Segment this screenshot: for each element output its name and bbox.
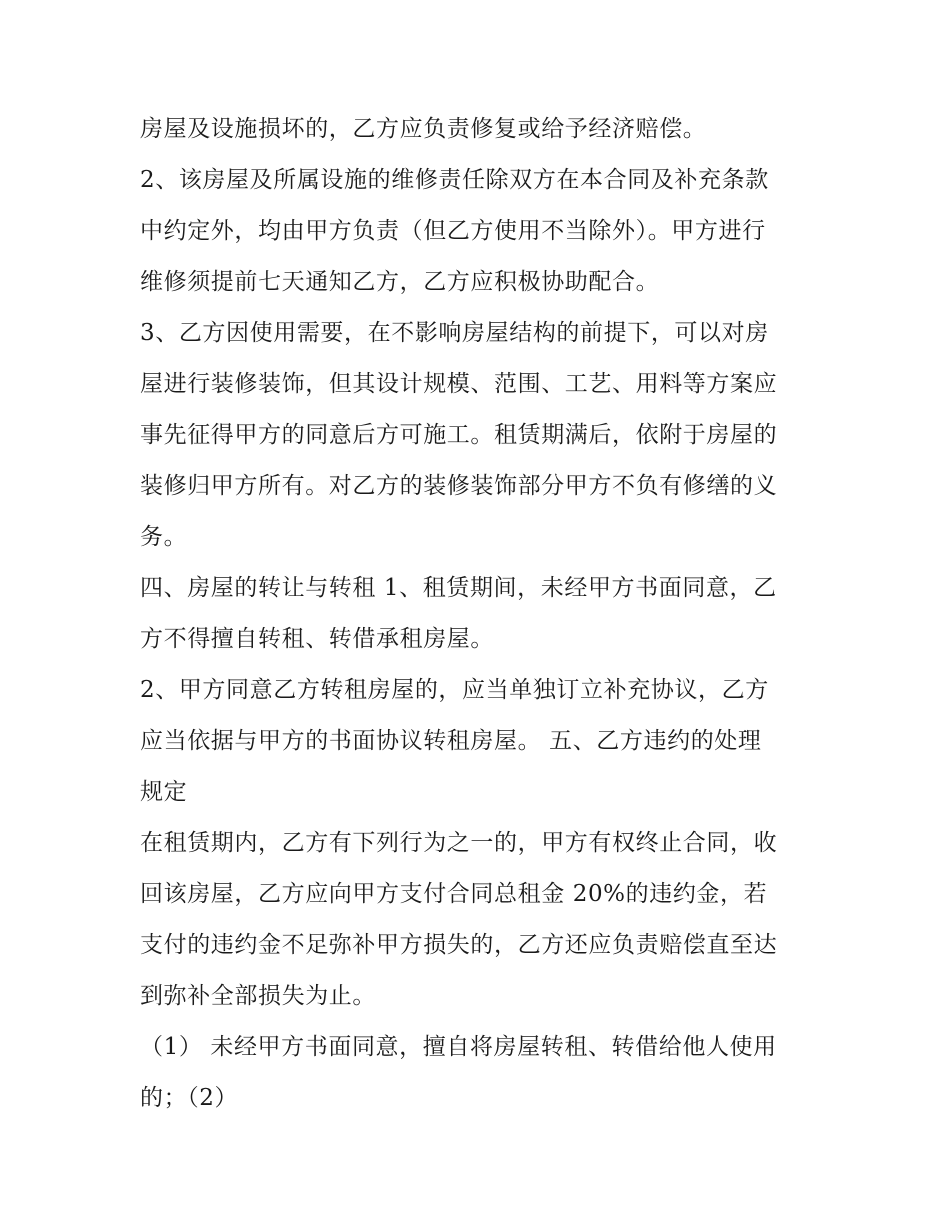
text-line: 事先征得甲方的同意后方可施工。租赁期满后，依附于房屋的 (140, 422, 778, 448)
text-line: 回该房屋，乙方应向甲方支付合同总租金 20%的违约金，若 (140, 881, 768, 907)
text-line: 的；（2） (140, 1085, 239, 1111)
document-body (140, 104, 830, 1124)
text-line: 到弥补全部损失为止。 (140, 983, 376, 1009)
text-line: 中约定外，均由甲方负责（但乙方使用不当除外）。甲方进行 (140, 218, 766, 244)
text-line: 支付的违约金不足弥补甲方损失的，乙方还应负责赔偿直至达 (140, 932, 778, 958)
text-line: 屋进行装修装饰，但其设计规模、范围、工艺、用料等方案应 (140, 371, 778, 397)
text-line: 方不得擅自转租、转借承租房屋。 (140, 626, 494, 652)
text-line: 务。 (140, 524, 188, 550)
text-line: 2、该房屋及所属设施的维修责任除双方在本合同及补充条款 (140, 167, 769, 193)
text-line: 2、甲方同意乙方转租房屋的，应当单独订立补充协议，乙方 (140, 677, 769, 703)
text-line: 在租赁期内，乙方有下列行为之一的，甲方有权终止合同，收 (140, 830, 778, 856)
text-line: 3、乙方因使用需要，在不影响房屋结构的前提下，可以对房 (140, 320, 769, 346)
text-line: （1） 未经甲方书面同意，擅自将房屋转租、转借给他人使用 (140, 1034, 777, 1060)
text-line: 规定 (140, 779, 188, 805)
text-line: 四、房屋的转让与转租 1、租赁期间，未经甲方书面同意，乙 (140, 575, 777, 601)
text-line: 装修归甲方所有。对乙方的装修装饰部分甲方不负有修缮的义 (140, 473, 778, 499)
text-line: 应当依据与甲方的书面协议转租房屋。 五、乙方违约的处理 (140, 728, 762, 754)
text-line: 房屋及设施损坏的，乙方应负责修复或给予经济赔偿。 (140, 116, 707, 142)
text-line: 维修须提前七天通知乙方，乙方应积极协助配合。 (140, 269, 660, 295)
